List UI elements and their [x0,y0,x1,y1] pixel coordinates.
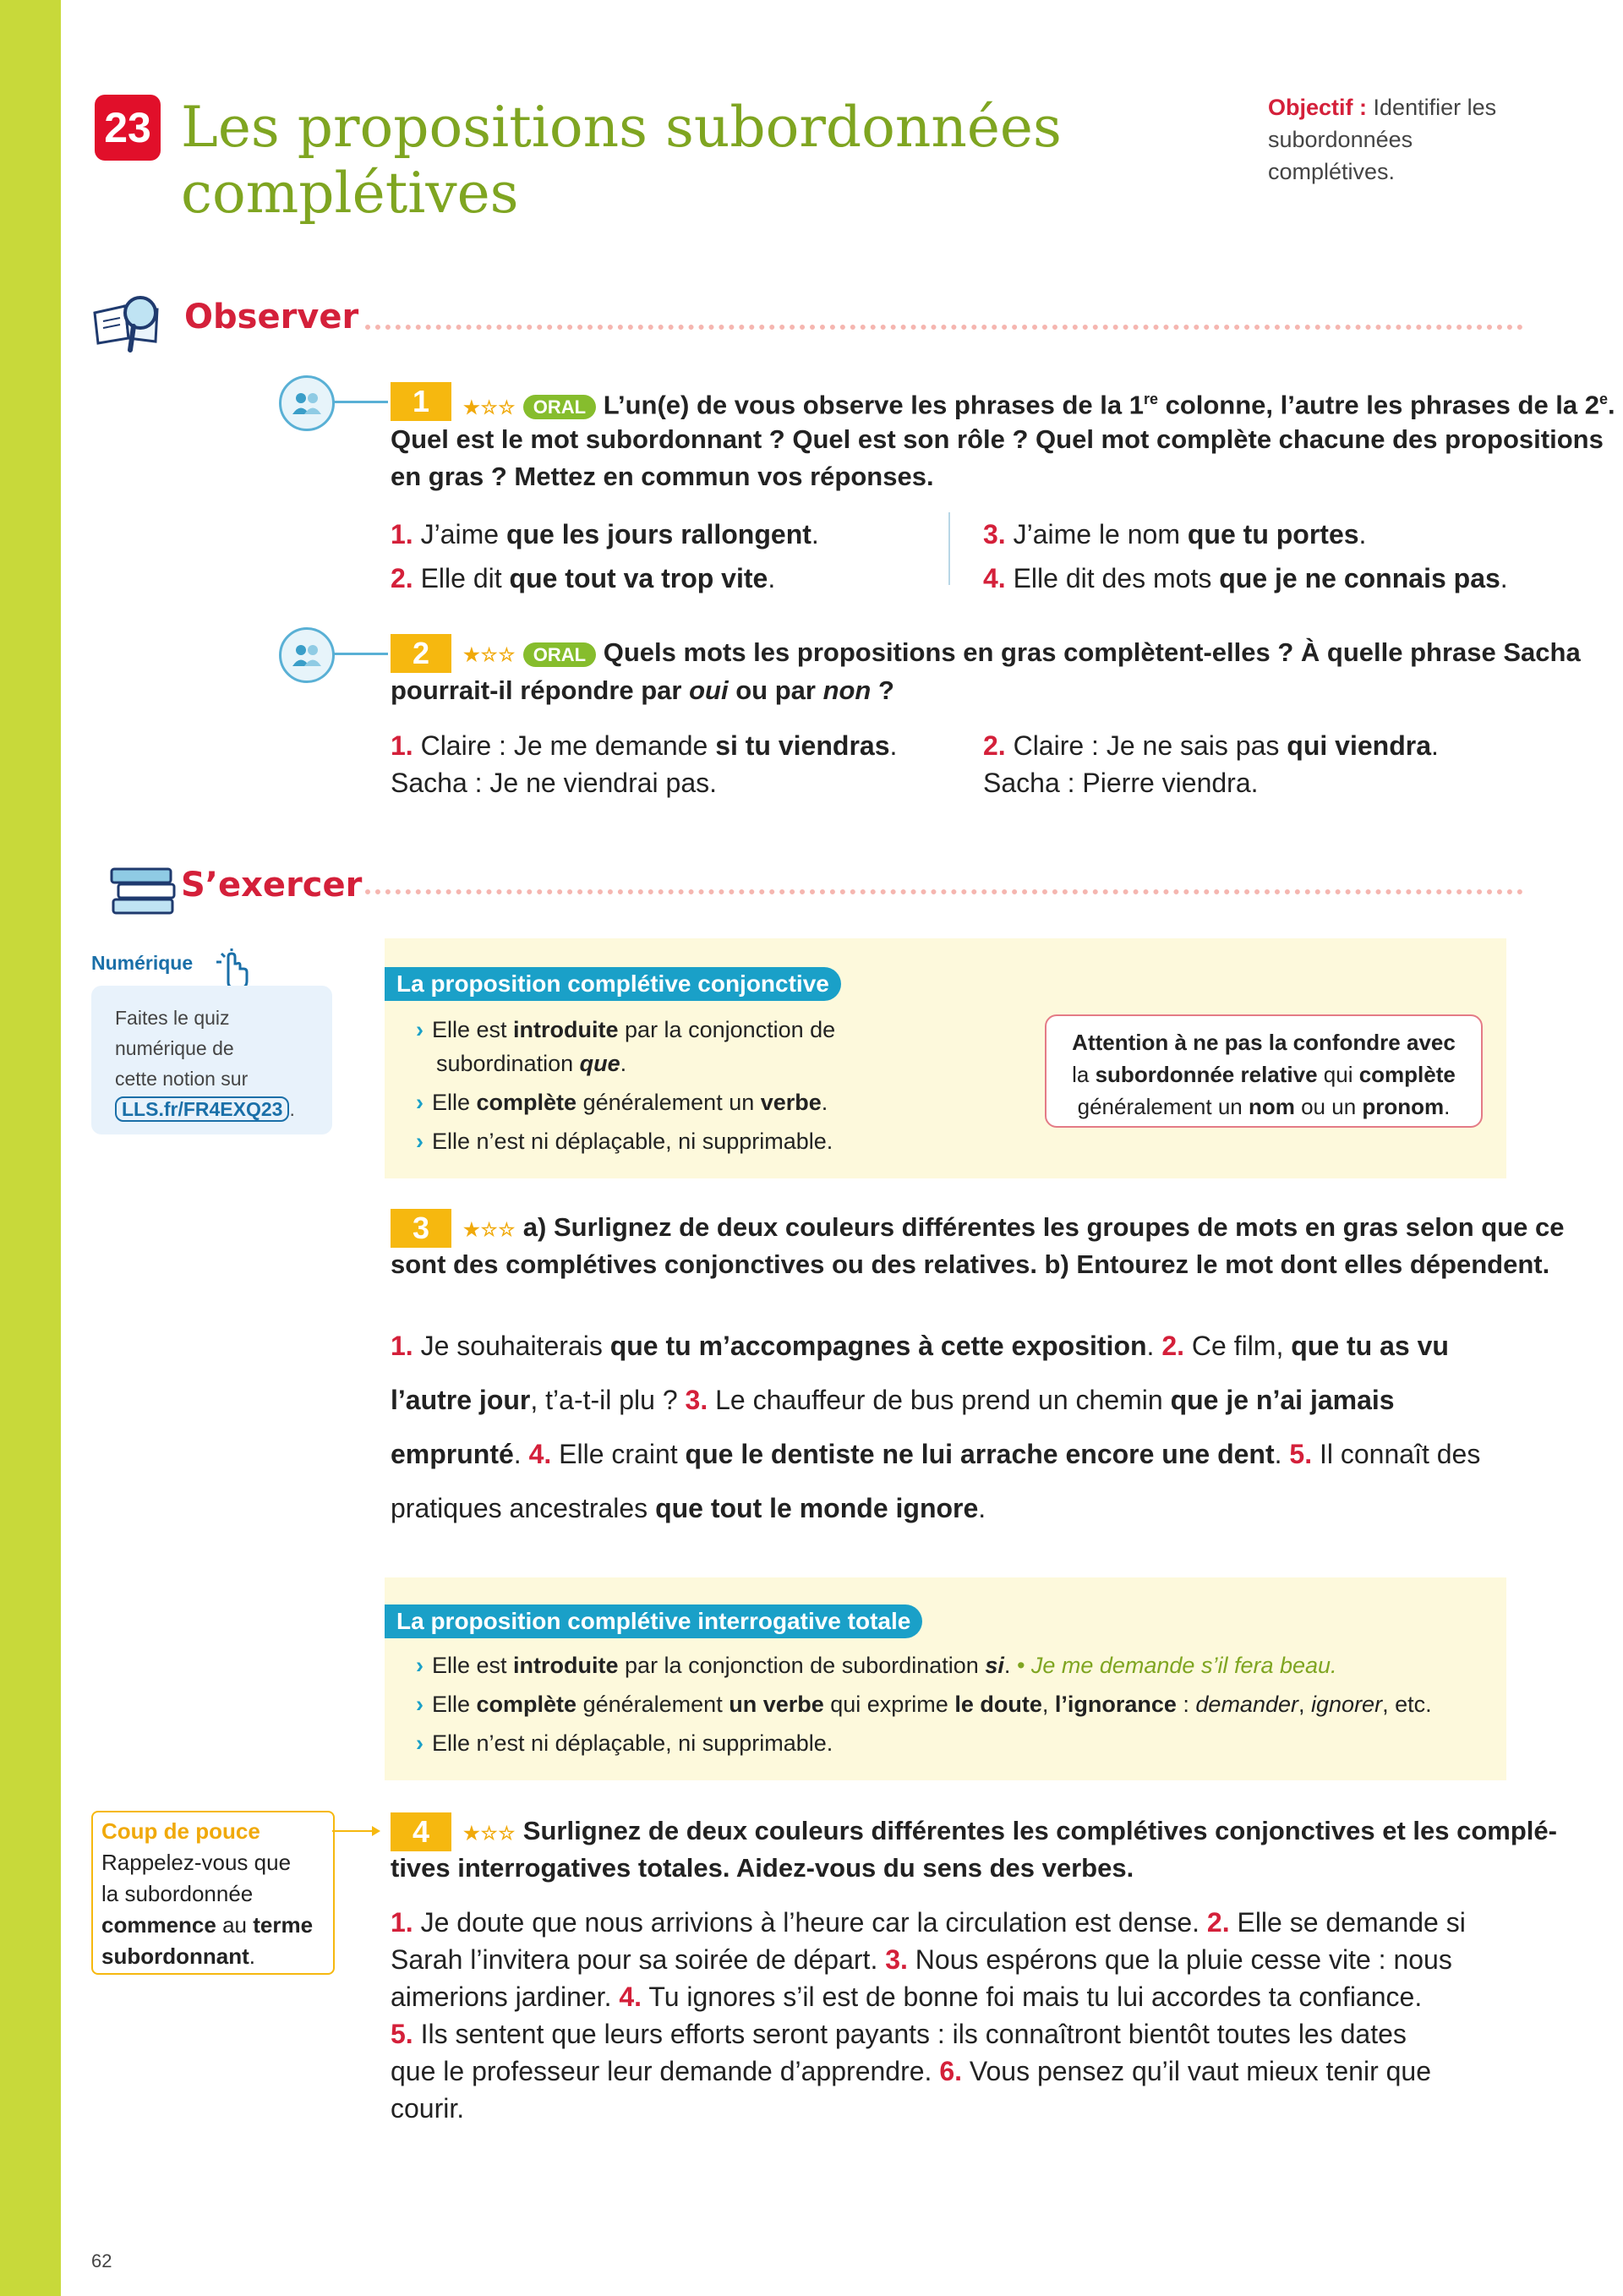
b-text: Elle est [432,1653,514,1678]
b-text: Elle n’est ni déplaçable, ni supprimable. [432,1129,833,1154]
list-item [416,1726,1498,1760]
b-ital: ignorer [1311,1692,1383,1717]
exercise-4-question [463,1812,1557,1852]
b-bold: le doute [954,1692,1042,1717]
b-text: Elle est [432,1017,514,1042]
coup-line2: la subordonnée [101,1881,254,1906]
attention-line3 [1046,1091,1481,1123]
column-divider [948,512,950,585]
panel2-bullets [416,1648,1498,1760]
b-text: par la conjonction de [618,1017,836,1042]
a-text: généralement un [1077,1094,1249,1119]
q1-sup2: e [1599,391,1609,407]
s-text: Le chauffeur de bus prend un chemin [708,1385,1171,1415]
item-end: . [768,563,776,593]
difficulty-stars-icon: ★☆☆ [463,1823,516,1844]
list-item-cont [416,1047,889,1080]
text-line [391,1904,1523,1941]
exercise-4-text [391,1904,1523,2127]
b-bold: verbe [760,1090,822,1115]
exercise-2-number: 2 [391,634,451,673]
b-bold: complète [476,1090,577,1115]
item-number: 6. [939,2056,962,2086]
item-number: 5. [1289,1439,1313,1469]
c-bold: commence [101,1912,216,1938]
text-line [391,2090,1523,2127]
item-end: . [889,730,898,761]
b-bold: un verbe [729,1692,824,1717]
chevron-right-icon: › [416,1730,424,1756]
item-number: 3. [685,1385,708,1415]
b-bold: introduite [513,1653,619,1678]
item-number: 4. [528,1439,552,1469]
b-text: généralement [577,1692,730,1717]
item-text: Claire : Je me demande [420,730,716,761]
b-text: subordination [436,1051,580,1076]
b-text: , etc. [1382,1692,1432,1717]
connector-line [332,1830,374,1832]
exercise-3-question-line2: sont des complétives conjonctives ou des relatives. b) Entourez le mot dont elles dépendent. [391,1249,1550,1279]
list-item [391,516,940,553]
line-text: Sarah l’invitera pour sa soirée de départ. [391,1944,886,1975]
item-number: 1. [391,519,413,549]
text-line [391,2053,1523,2090]
item-number: 2. [983,730,1006,761]
attention-line1: Attention à ne pas la confondre avec [1072,1030,1456,1055]
chevron-right-icon: › [416,1017,424,1042]
numerique-dot: . [289,1098,295,1120]
line-text: courir. [391,2093,465,2124]
exercise-4-number: 4 [391,1812,451,1851]
page-number: 62 [91,2250,112,2271]
a-bold: pronom [1362,1094,1445,1119]
coup-de-pouce-box [91,1811,335,1975]
s-bold: que tu as vu [1291,1331,1449,1361]
s-text: Ce film, [1184,1331,1292,1361]
b-text: Elle [432,1090,477,1115]
item-bold: si tu viendras [715,730,890,761]
pair-work-icon [279,375,335,431]
exercise-1-question-line2: Quel est le mot subordonnant ? Quel est son rôle ? Quel mot complète chacune des propositions [391,424,1604,454]
numerique-box [91,986,332,1134]
exercise-1-question-line3: en gras ? Mettez en commun vos réponses. [391,462,934,491]
q1-text-b: colonne, l’autre les phrases de la 2 [1157,390,1600,420]
text-line [391,2015,1523,2053]
q4-line1: Surlignez de deux couleurs différentes les complétives conjonctives et les complé- [522,1816,1557,1845]
chevron-right-icon: › [416,1653,424,1678]
list-item [983,516,1541,553]
a-text: qui [1317,1062,1359,1087]
s-text: Elle craint [551,1439,686,1469]
list-item [416,1085,889,1119]
lesson-panel-title: La proposition complétive conjonctive [385,967,841,1001]
b-bold: que [579,1051,620,1076]
chevron-right-icon: › [416,1692,424,1717]
coup-line3 [101,1910,333,1941]
b-text: . [1003,1653,1017,1678]
a-bold: subordonnée relative [1095,1062,1318,1087]
item-end: . [1358,519,1367,549]
q2-line2: pourrait-il répondre par [391,675,690,705]
pair-work-icon [279,627,335,683]
s-text: pratiques ancestrales [391,1493,656,1523]
item-number: 5. [391,2019,413,2049]
numerique-title: Numérique [91,952,194,974]
b-text: , [1298,1692,1312,1717]
section-observer-title: Observer [184,298,359,336]
line-text: Je doute que nous arrivions à l’heure car la circulation est dense. [413,1907,1207,1938]
item-number: 2. [391,563,413,593]
numerique-line1: Faites le quiz [115,1007,230,1029]
s-text: , t’a-t-il plu ? [530,1385,678,1415]
objectif-text: Identifier les subordonnées complétives. [1268,95,1497,184]
list-item [416,1013,889,1047]
b-text: Elle n’est ni déplaçable, ni supprimable. [432,1730,833,1756]
line-text: Ils sentent que leurs efforts seront payants : ils connaîtront bientôt toutes les dates [413,2019,1407,2049]
b-text: Elle [432,1692,477,1717]
exercise-1-question [463,380,1615,426]
item-end: . [811,519,819,549]
item-reply: Sacha : Pierre viendra. [983,768,1259,798]
q1-text-c: . [1608,390,1615,420]
s-text: . [978,1493,986,1523]
page-sidebar-band [0,0,61,2296]
s-bold: que le dentiste ne lui arrache encore une dent [685,1439,1275,1469]
s-bold: emprunté [391,1439,514,1469]
item-text: Elle dit [420,563,510,593]
c-text: . [249,1943,255,1969]
connector-line [332,401,388,403]
numerique-link[interactable]: LLS.fr/FR4EXQ23 [115,1096,289,1122]
line-text: Vous pensez qu’il vaut mieux tenir que [962,2056,1431,2086]
coup-line1: Rappelez-vous que [101,1850,292,1875]
pointer-hand-icon [210,948,252,991]
item-bold: qui viendra [1287,730,1431,761]
chevron-right-icon: › [416,1129,424,1154]
c-bold: subordonnant [101,1943,249,1969]
item-end: . [1500,563,1508,593]
q1-text-a: L’un(e) de vous observe les phrases de la 1 [603,390,1144,420]
s-text: Il connaît des [1312,1439,1481,1469]
line-text: Nous espérons que la pluie cesse vite : nous [907,1944,1452,1975]
list-item [416,1687,1498,1721]
item-text: Elle dit des mots [1013,563,1220,593]
list-item [391,560,940,597]
b-text: par la conjonction de subordination [618,1653,986,1678]
coup-title: Coup de pouce [101,1818,260,1844]
b-ital: demander [1195,1692,1298,1717]
numerique-line2: numérique de [115,1037,234,1059]
b-example: • Je me demande s’il fera beau. [1016,1653,1337,1678]
a-bold: complète [1358,1062,1456,1087]
exercise-3-number: 3 [391,1209,451,1248]
s-bold: l’autre jour [391,1385,531,1415]
item-bold: que je ne connais pas [1219,563,1500,593]
magnifier-book-icon [91,287,176,355]
exercise-3-question [463,1209,1565,1249]
q2-text: Quels mots les propositions en gras complètent-elles ? À quelle phrase Sacha [603,637,1581,667]
s-text: . [1146,1331,1155,1361]
q3-line1: a) Surlignez de deux couleurs différentes les groupes de mots en gras selon que ce [522,1212,1565,1242]
chapter-number: 23 [95,95,161,161]
panel1-bullets [416,1013,889,1158]
s-text: . [1274,1439,1282,1469]
exercise-3-text [391,1319,1506,1535]
exercise-1-col2 [983,516,1541,597]
item-number: 2. [1161,1331,1184,1361]
b-bold: complète [476,1692,577,1717]
q1-sup1: re [1143,391,1158,407]
list-item [983,560,1541,597]
item-text: Claire : Je ne sais pas [1013,730,1287,761]
a-text: la [1072,1062,1096,1087]
q2-oui: oui [689,675,729,705]
oral-badge: ORAL [523,395,596,419]
s-bold: que je n’ai jamais [1170,1385,1395,1415]
section-exercer-title: S’exercer [181,866,363,905]
item-text: J’aime le nom [1013,519,1188,549]
difficulty-stars-icon: ★☆☆ [463,644,516,665]
line-text: Tu ignores s’il est de bonne foi mais tu lui accordes ta confiance. [642,1982,1423,2012]
numerique-line3: cette notion sur [115,1068,249,1090]
section-divider [365,889,1523,894]
item-number: 3. [885,1944,908,1975]
line-text: aimerions jardiner. [391,1982,620,2012]
coup-line4 [101,1941,333,1972]
item-number: 2. [1206,1907,1230,1938]
lesson-panel-title: La proposition complétive interrogative totale [385,1604,922,1638]
exercise-2-item-2 [983,727,1541,801]
b-text: . [620,1051,627,1076]
b-bold: l’ignorance [1054,1692,1177,1717]
b-text: , [1041,1692,1055,1717]
text-line [391,1941,1523,1978]
list-item [416,1648,1498,1682]
exercise-1-number: 1 [391,382,451,421]
attention-line2 [1046,1058,1481,1091]
q2-non: non [822,675,872,705]
item-number: 1. [391,1331,413,1361]
item-bold: que tout va trop vite [509,563,768,593]
b-text: qui exprime [823,1692,955,1717]
item-number: 4. [619,1982,642,2012]
b-text: . [821,1090,828,1115]
list-item [416,1124,889,1158]
b-text: généralement un [577,1090,761,1115]
objectif-box [1268,91,1522,188]
b-bold: introduite [513,1017,619,1042]
item-reply: Sacha : Je ne viendrai pas. [391,768,718,798]
s-text: Je souhaiterais [413,1331,610,1361]
objectif-label: Objectif : [1268,95,1368,120]
section-divider [365,325,1523,330]
item-end: . [1430,730,1439,761]
chapter-title [181,95,1111,227]
item-number: 4. [983,563,1006,593]
item-number: 3. [983,519,1006,549]
exercise-1-col1 [391,516,940,597]
item-number: 1. [391,1907,413,1938]
item-bold: que les jours rallongent [505,519,812,549]
line-text: que le professeur leur demande d’apprendre. [391,2056,940,2086]
q2-end: ? [871,675,894,705]
text-line [391,1978,1523,2015]
s-bold: que tu m’accompagnes à cette exposition [609,1331,1147,1361]
a-text: . [1444,1094,1451,1119]
exercise-2-question [463,634,1581,674]
arrow-right-icon [372,1826,380,1836]
chevron-right-icon: › [416,1090,424,1115]
difficulty-stars-icon: ★☆☆ [463,1219,516,1240]
books-stack-icon [108,862,184,921]
attention-box [1045,1014,1483,1128]
chapter-title-line1: Les propositions subordonnées [181,95,1062,160]
a-bold: nom [1248,1094,1295,1119]
difficulty-stars-icon: ★☆☆ [463,396,516,418]
item-number: 1. [391,730,413,761]
c-bold: terme [253,1912,314,1938]
q2-mid: ou par [728,675,823,705]
b-bold: si [985,1653,1004,1678]
b-text: : [1176,1692,1196,1717]
line-text: Elle se demande si [1229,1907,1466,1938]
c-text: au [216,1912,254,1938]
exercise-4-question-line2: tives interrogatives totales. Aidez-vous du sens des verbes. [391,1853,1134,1883]
item-bold: que tu portes [1187,519,1359,549]
connector-line [332,653,388,655]
exercise-2-question-line2 [391,672,1532,709]
s-text: . [513,1439,522,1469]
item-text: J’aime [420,519,506,549]
s-bold: que tout le monde ignore [655,1493,979,1523]
exercise-2-item-1 [391,727,965,801]
a-text: ou un [1294,1094,1363,1119]
oral-badge: ORAL [523,642,596,667]
chapter-title-line2: complétives [181,161,519,226]
